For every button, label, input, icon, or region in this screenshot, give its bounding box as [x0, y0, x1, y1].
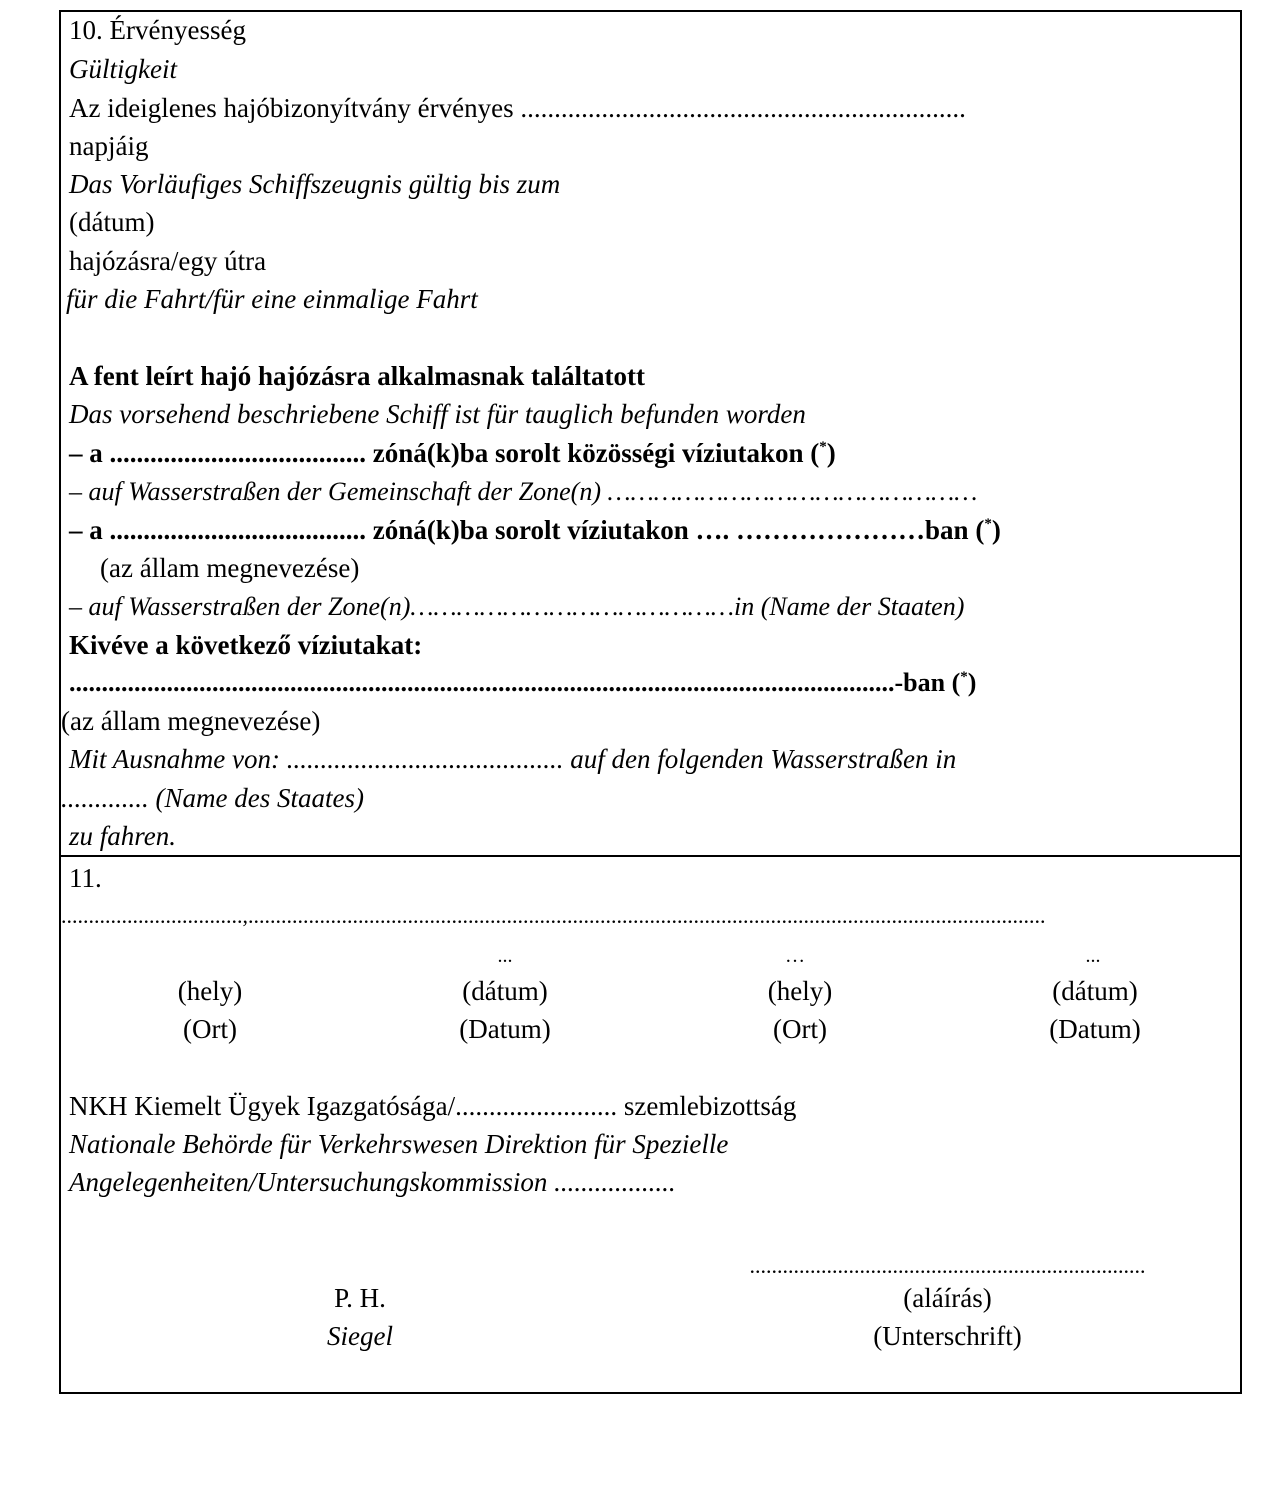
- small-dots: ...: [497, 945, 513, 967]
- zone-community-de: – auf Wasserstraßen der Gemeinschaft der Zone(n) …………………………………………: [69, 477, 978, 506]
- place-label-hu-2: (hely): [767, 976, 833, 1006]
- date-label-de: (Datum): [459, 1014, 551, 1044]
- seal-label: P. H.: [334, 1283, 386, 1313]
- state-name-label-2: (az állam megnevezése): [61, 706, 321, 736]
- authority-de-2: Angelegenheiten/Untersuchungskommission ..................: [69, 1167, 676, 1197]
- except-heading: Kivéve a következő víziutakat:: [69, 630, 423, 660]
- date-label-hu-2: (dátum): [1052, 976, 1138, 1006]
- place-label-hu: (hely): [177, 976, 243, 1006]
- date-label: (dátum): [69, 207, 155, 237]
- zone-state-de: – auf Wasserstraßen der Zone(n)……………………………………in (Name der Staaten): [69, 592, 965, 621]
- section-11-frame: [59, 855, 1242, 1394]
- date-label-hu: (dátum): [462, 976, 548, 1006]
- found-fit-de: Das vorsehend beschriebene Schiff ist für tauglich befunden worden: [69, 399, 806, 429]
- signature-line: ........................................................................: [749, 1253, 1146, 1278]
- signature-label: (aláírás): [903, 1283, 992, 1313]
- authority-text: NKH Kiemelt Ügyek Igazgatósága/........................ szemlebizottság: [69, 1091, 797, 1121]
- place-date-dotted-line: .................................,.................................................................................................................................................: [61, 903, 1046, 928]
- signature-label-de: (Unterschrift): [873, 1321, 1022, 1351]
- footnote-asterisk: *: [984, 516, 992, 532]
- zone-community-line: – a ...................................... zóná(k)ba sorolt közösségi víziutakon (*): [69, 438, 836, 468]
- valid-until-de: Das Vorläufiges Schiffszeugnis gültig bis zum: [69, 169, 561, 199]
- days-text: napjáig: [69, 131, 149, 161]
- drive-text: zu fahren.: [69, 821, 176, 851]
- date-label-de-2: (Datum): [1049, 1014, 1141, 1044]
- except-de-2: ............. (Name des Staates): [61, 783, 364, 813]
- place-label-de: (Ort): [183, 1014, 237, 1044]
- footnote-asterisk: *: [960, 669, 968, 685]
- except-line: ...............................................................................................................................-ban (*): [69, 668, 977, 697]
- section-11-number: 11.: [69, 863, 102, 893]
- except-de: Mit Ausnahme von: ......................................... auf den folgenden Wasserstraßen in: [69, 744, 957, 774]
- found-fit-heading: A fent leírt hajó hajózásra alkalmasnak találtatott: [69, 361, 645, 391]
- state-name-label: (az állam megnevezése): [100, 553, 360, 583]
- small-dots: …: [785, 945, 805, 967]
- place-label-de-2: (Ort): [773, 1014, 827, 1044]
- section-10-title: 10. Érvényesség: [69, 15, 246, 45]
- voyage-text: hajózásra/egy útra: [69, 246, 267, 276]
- voyage-de: für die Fahrt/für eine einmalige Fahrt: [66, 284, 478, 314]
- authority-de-1: Nationale Behörde für Verkehrswesen Direktion für Spezielle: [69, 1129, 729, 1159]
- valid-until-text: Az ideiglenes hajóbizonyítvány érvényes ..................................................................: [69, 93, 966, 123]
- footnote-asterisk: *: [819, 439, 827, 455]
- section-10-title-de: Gültigkeit: [69, 54, 177, 84]
- small-dots: ...: [1085, 945, 1101, 967]
- seal-label-de: Siegel: [327, 1321, 393, 1351]
- zone-state-line: – a ...................................... zóná(k)ba sorolt víziutakon …. …………………ban (*): [69, 515, 1001, 545]
